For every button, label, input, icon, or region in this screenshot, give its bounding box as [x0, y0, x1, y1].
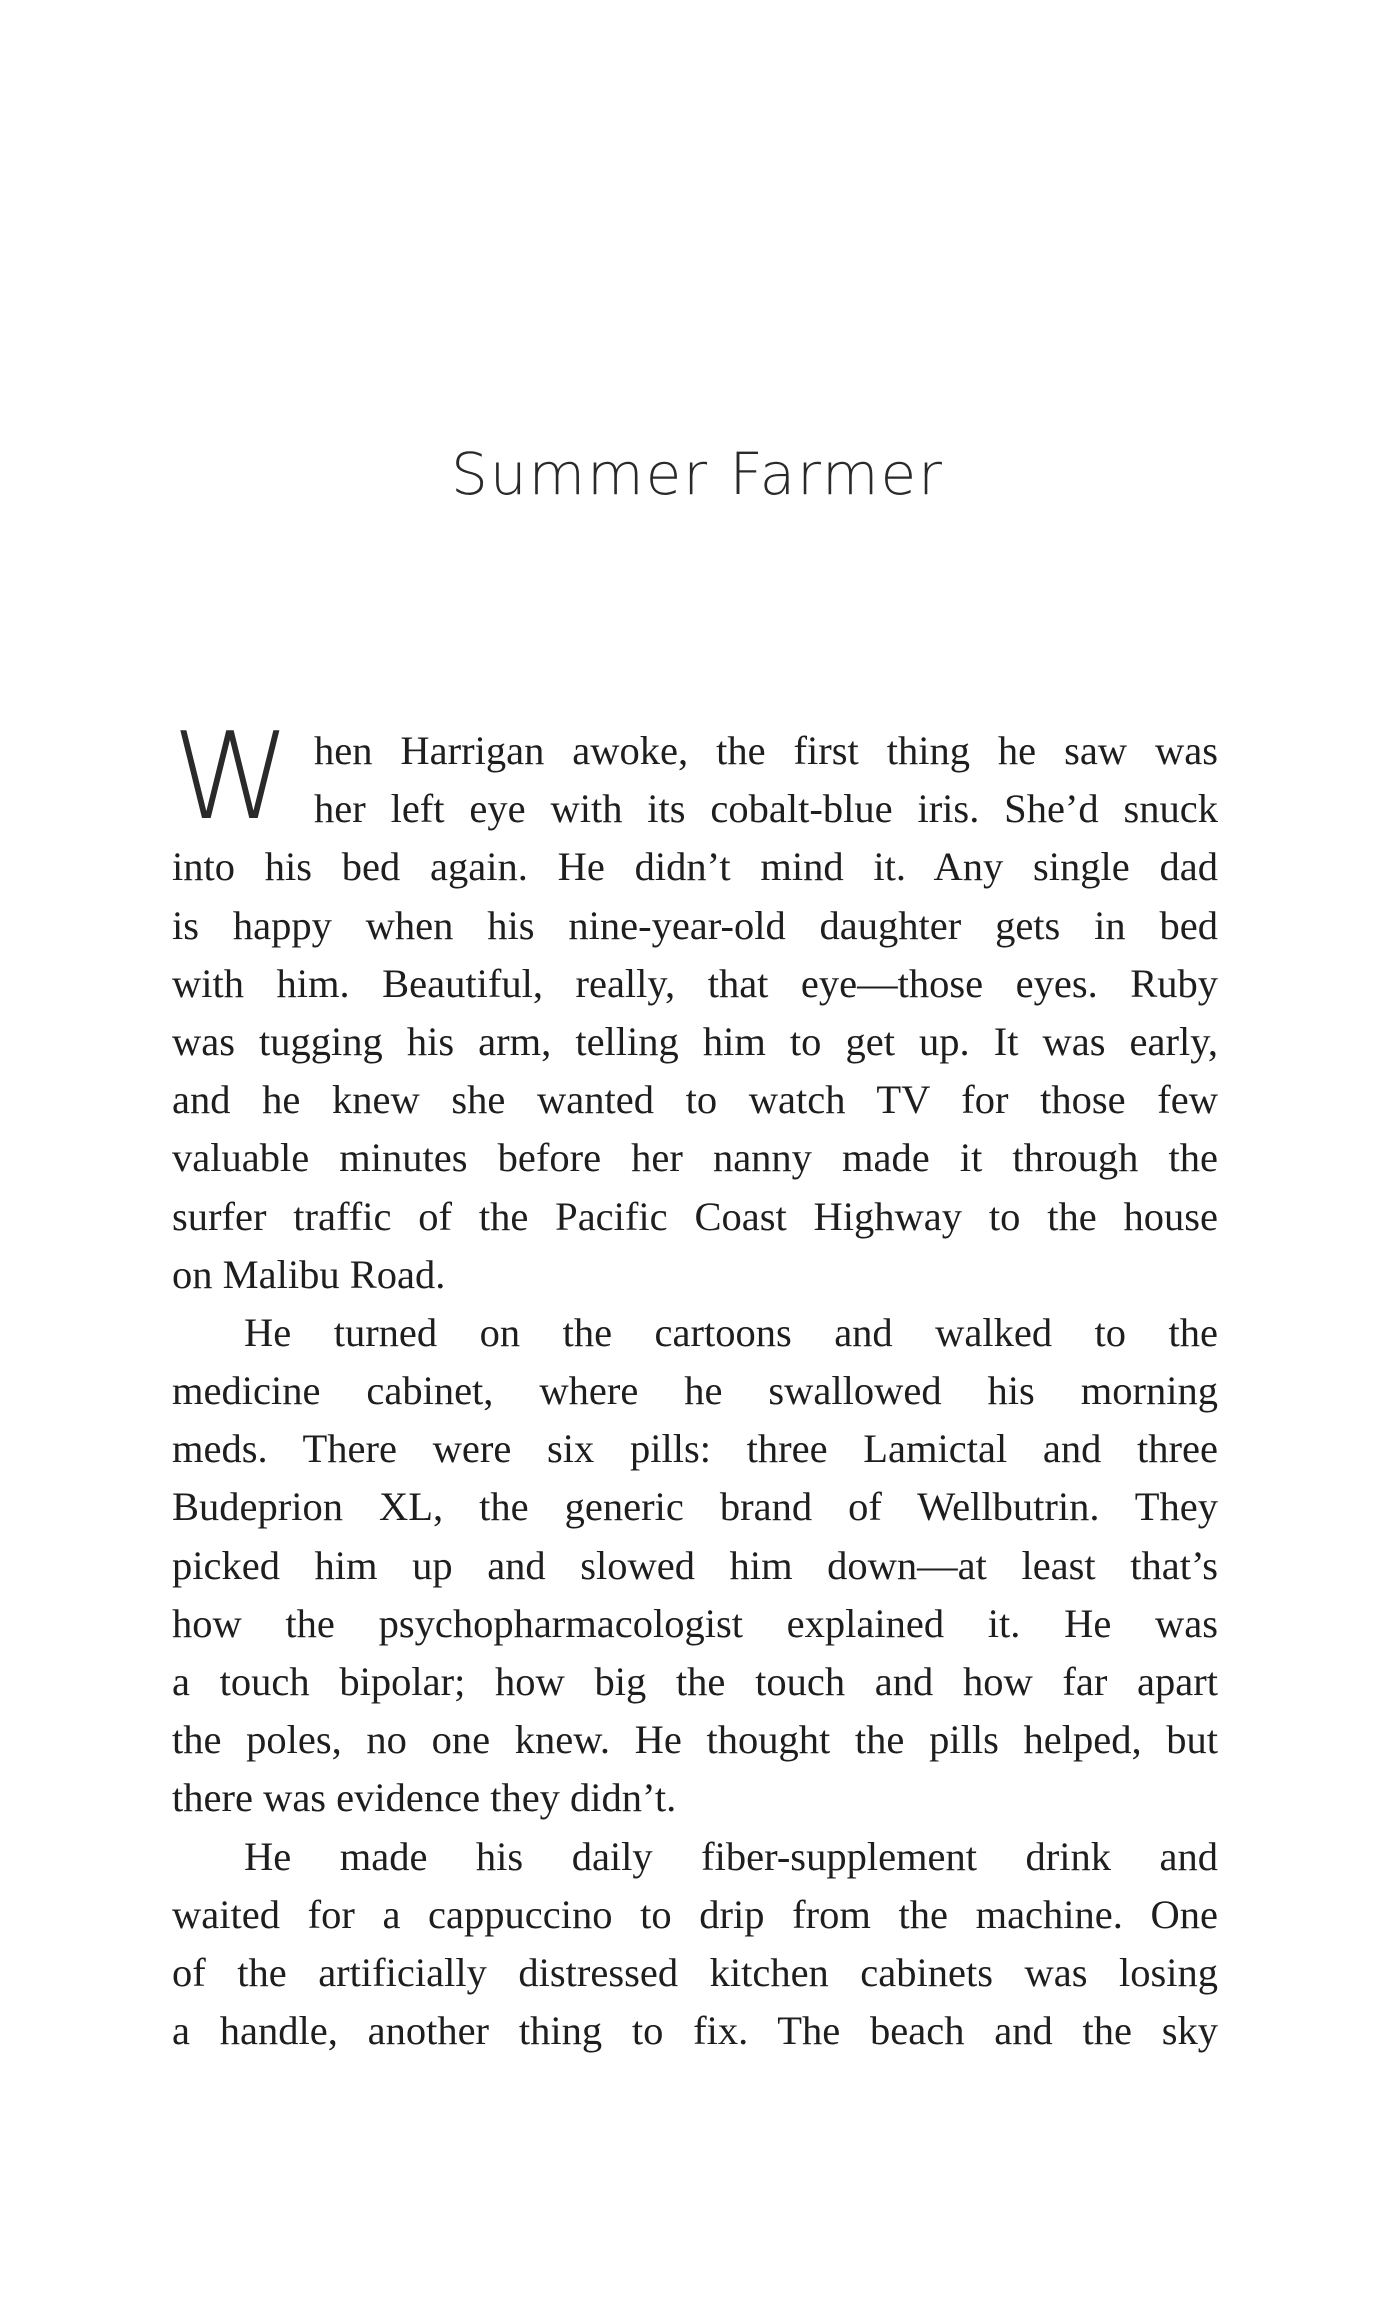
text-line: He made his daily fiber-supplement drink and [244, 1833, 1218, 1879]
text-line: Budeprion XL, the generic brand of Wellbutrin. They [172, 1484, 1218, 1530]
chapter-body [172, 708, 1218, 2060]
text-line: how the psychopharmacologist explained it. He was [172, 1600, 1218, 1646]
text-line: is happy when his nine-year-old daughter gets in bed [172, 902, 1218, 948]
text-line: a handle, another thing to fix. The beach and the sky [172, 2008, 1218, 2054]
text-line: a touch bipolar; how big the touch and how far apart [172, 1659, 1218, 1704]
text-line: on Malibu Road. [172, 1251, 446, 1297]
chapter-title: Summer Farmer [451, 440, 944, 508]
text-line: into his bed again. He didn’t mind it. Any single dad [172, 844, 1218, 890]
text-line: there was evidence they didn’t. [172, 1775, 677, 1821]
text-line: of the artificially distressed kitchen cabinets was losing [172, 1949, 1218, 1995]
text-line: picked him up and slowed him down—at least that’s [172, 1542, 1218, 1588]
text-line: the poles, no one knew. He thought the pills helped, but [172, 1717, 1218, 1763]
drop-cap: W [172, 708, 291, 847]
text-line: surfer traffic of the Pacific Coast Highway to the house [172, 1193, 1218, 1239]
text-line: waited for a cappuccino to drip from the machine. One [172, 1891, 1218, 1937]
text-line: and he knew she wanted to watch TV for those few [172, 1077, 1218, 1123]
text-line: was tugging his arm, telling him to get up. It was early, [172, 1018, 1218, 1064]
text-line: hen Harrigan awoke, the first thing he saw was [314, 728, 1218, 773]
text-line: He turned on the cartoons and walked to the [244, 1309, 1218, 1355]
paragraph-2 [172, 1304, 1218, 1828]
text-line: medicine cabinet, where he swallowed his morning [172, 1368, 1218, 1414]
text-line: with him. Beautiful, really, that eye—those eyes. Ruby [172, 960, 1218, 1006]
text-line: meds. There were six pills: three Lamictal and three [172, 1426, 1218, 1472]
text-line: valuable minutes before her nanny made it through the [172, 1135, 1218, 1181]
paragraph-3 [172, 1828, 1218, 2061]
paragraph-1 [172, 708, 1218, 1304]
text-line: her left eye with its cobalt-blue iris. She’d snuck [314, 786, 1218, 832]
